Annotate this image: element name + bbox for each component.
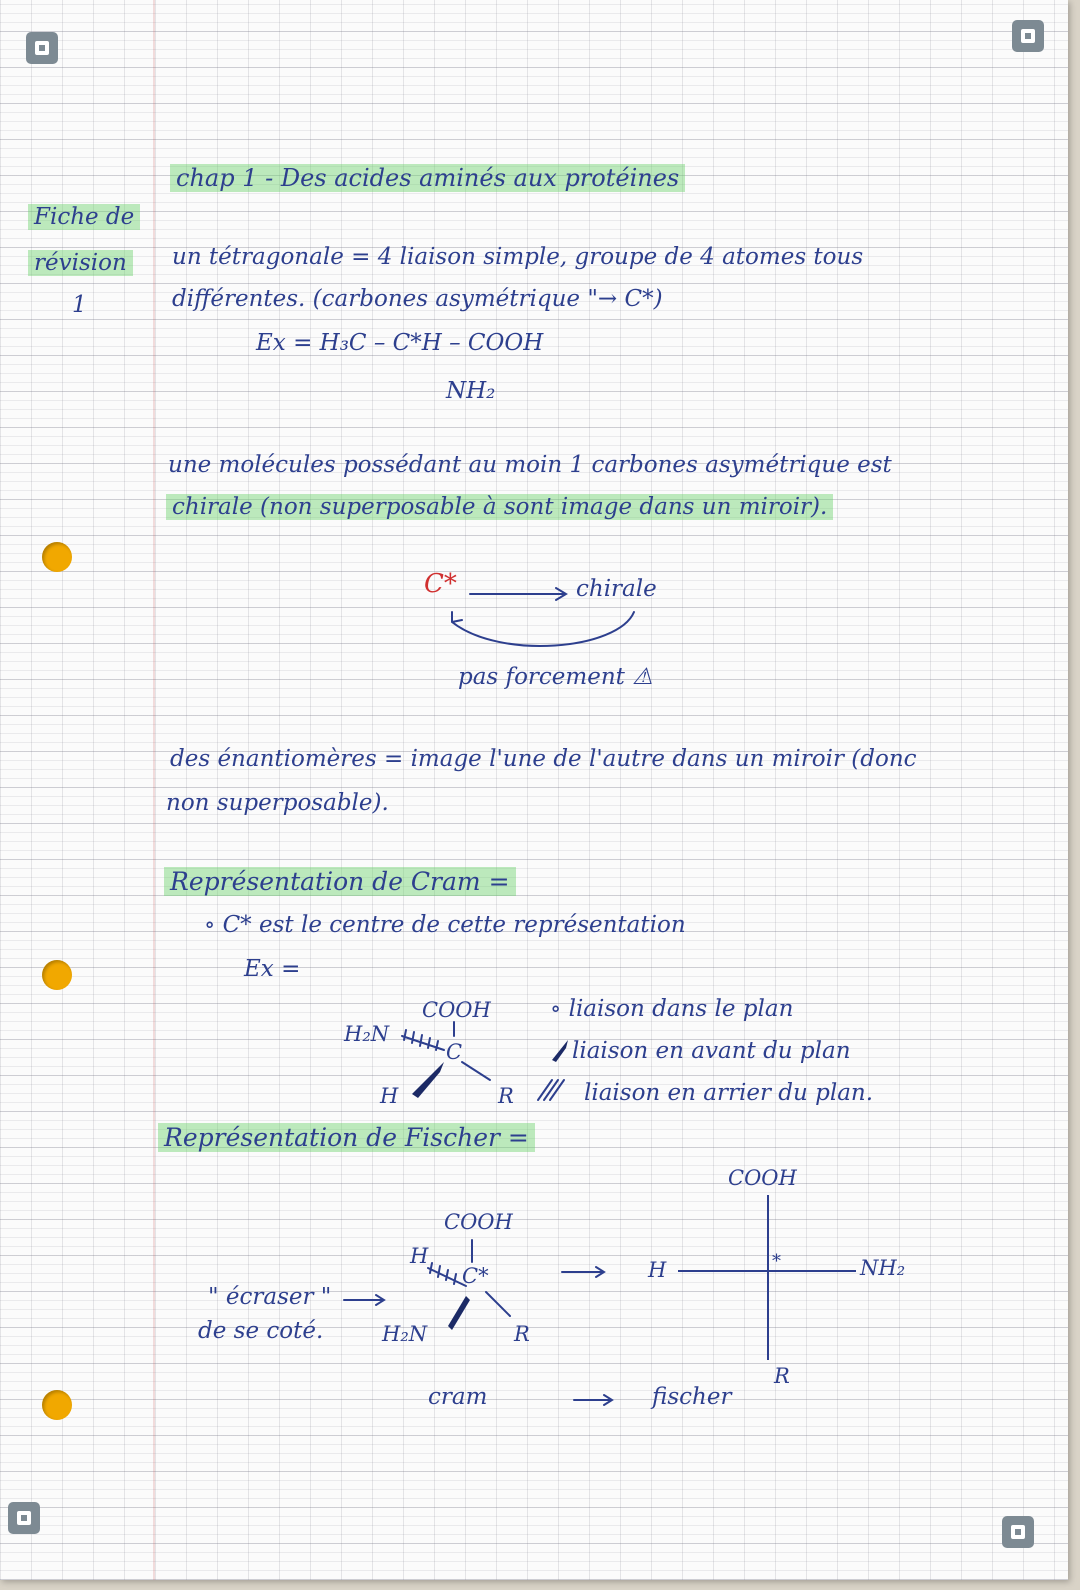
arrow-cram-fischer bbox=[574, 1395, 612, 1405]
definition-line-2: différentes. (carbones asymétrique "→ C*) bbox=[172, 286, 663, 312]
legend-front: liaison en avant du plan bbox=[572, 1038, 851, 1064]
fischer-nh2: NH₂ bbox=[860, 1256, 906, 1280]
cram2-wedge-bond bbox=[448, 1296, 470, 1330]
cram-example-label: Ex = bbox=[244, 956, 301, 982]
cram2-r: R bbox=[514, 1322, 530, 1346]
fischer-h: H bbox=[648, 1258, 667, 1282]
margin-note-number: 1 bbox=[72, 292, 87, 318]
arrow-to-fischer bbox=[562, 1267, 604, 1277]
page-title: chap 1 - Des acides aminés aux protéines bbox=[170, 165, 685, 193]
cram-hash-bond bbox=[402, 1030, 444, 1050]
cram-wedge-bond bbox=[412, 1062, 444, 1098]
cram2-c: C* bbox=[462, 1264, 489, 1288]
chiral-line-2: chirale (non superposable à sont image dans un miroir). bbox=[166, 494, 833, 520]
legend-wedge-icon bbox=[552, 1040, 568, 1062]
enantiomers-line-1: des énantiomères = image l'une de l'autre dans un miroir (donc bbox=[170, 746, 917, 772]
caption-cram: cram bbox=[428, 1384, 488, 1410]
cram2-hash-bond bbox=[428, 1263, 466, 1286]
chiral-line-1: une molécules possédant au moin 1 carbones asymétrique est bbox=[168, 452, 892, 478]
caption-fischer: fischer bbox=[652, 1384, 732, 1410]
chiral-arrow bbox=[470, 588, 566, 600]
chiral-back-label: pas forcement ⚠ bbox=[458, 664, 653, 690]
margin-note-line-2: révision bbox=[28, 250, 133, 276]
cram-c: C bbox=[446, 1040, 463, 1064]
definition-nh2: NH₂ bbox=[446, 378, 496, 404]
legend-behind: liaison en arrier du plan. bbox=[584, 1080, 874, 1106]
definition-example: Ex = H₃C – C*H – COOH bbox=[256, 330, 544, 356]
cram-heading: Représentation de Cram = bbox=[164, 868, 516, 897]
arrow-to-cram bbox=[344, 1295, 384, 1305]
fischer-cooh: COOH bbox=[728, 1166, 797, 1190]
c-star-label: C* bbox=[424, 569, 457, 599]
legend-hash-icon bbox=[538, 1080, 564, 1100]
cram-cooh: COOH bbox=[422, 998, 491, 1022]
cram-h: H bbox=[380, 1084, 399, 1108]
enantiomers-line-2: non superposable). bbox=[166, 790, 389, 816]
cram2-h2n: H₂N bbox=[382, 1322, 428, 1346]
cram2-h: H bbox=[410, 1244, 429, 1268]
cram-h2n: H₂N bbox=[344, 1022, 390, 1046]
fischer-heading: Représentation de Fischer = bbox=[158, 1124, 535, 1153]
margin-note-line-1: Fiche de bbox=[28, 204, 140, 230]
definition-line-1: un tétragonale = 4 liaison simple, groupe de 4 atomes tous bbox=[172, 244, 864, 270]
fischer-r: R bbox=[774, 1364, 790, 1388]
cram-bond-r bbox=[462, 1062, 490, 1080]
cram-r: R bbox=[498, 1084, 514, 1108]
cram-point: ∘ C* est le centre de cette représentation bbox=[204, 912, 686, 938]
legend-in-plane: ∘ liaison dans le plan bbox=[550, 996, 794, 1022]
chiral-back-arrow bbox=[452, 612, 634, 646]
fischer-note-2: de se coté. bbox=[198, 1318, 324, 1344]
chiral-arrow-label: chirale bbox=[576, 576, 657, 602]
cram2-cooh: COOH bbox=[444, 1210, 513, 1234]
fischer-star: * bbox=[772, 1251, 781, 1272]
cram2-bond-r bbox=[486, 1292, 510, 1316]
fischer-note-1: " écraser " bbox=[208, 1284, 332, 1310]
